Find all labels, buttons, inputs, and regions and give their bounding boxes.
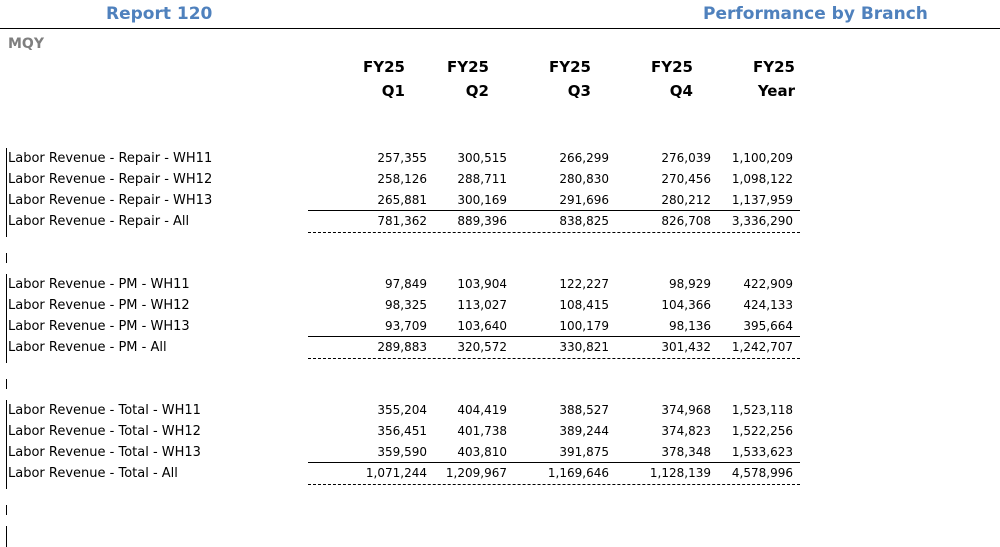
table-cell: 270,456	[661, 172, 711, 186]
table-cell: 374,968	[661, 403, 711, 417]
total-cell: 838,825	[559, 214, 609, 228]
table-cell: 401,738	[457, 424, 507, 438]
total-cell: 4,578,996	[731, 466, 793, 480]
total-cell: 1,071,244	[365, 466, 427, 480]
total-cell: 1,242,707	[731, 340, 793, 354]
table-left-border	[6, 379, 7, 389]
total-double-rule	[308, 484, 800, 485]
column-header-period: Q4	[669, 82, 693, 100]
total-double-rule	[308, 358, 800, 359]
table-cell: 257,355	[377, 151, 427, 165]
table-cell: 389,244	[559, 424, 609, 438]
table-cell: 391,875	[559, 445, 609, 459]
table-cell: 280,212	[661, 193, 711, 207]
table-cell: 300,169	[457, 193, 507, 207]
table-cell: 359,590	[377, 445, 427, 459]
row-label: Labor Revenue - Repair - WH11	[8, 151, 213, 166]
row-label: Labor Revenue - Total - WH11	[8, 403, 201, 418]
total-cell: 301,432	[661, 340, 711, 354]
table-cell: 388,527	[559, 403, 609, 417]
total-double-rule	[308, 232, 800, 233]
table-cell: 404,419	[457, 403, 507, 417]
column-header-fiscal-year: FY25	[363, 58, 405, 76]
table-cell: 266,299	[559, 151, 609, 165]
table-cell: 104,366	[661, 298, 711, 312]
table-left-border	[6, 400, 7, 489]
row-label: Labor Revenue - Total - WH12	[8, 424, 201, 439]
header-divider	[0, 28, 1000, 29]
table-cell: 291,696	[559, 193, 609, 207]
row-label: Labor Revenue - PM - WH13	[8, 319, 190, 334]
column-header-fiscal-year: FY25	[549, 58, 591, 76]
table-cell: 395,664	[743, 319, 793, 333]
row-label: Labor Revenue - PM - WH11	[8, 277, 190, 292]
table-cell: 1,098,122	[731, 172, 793, 186]
table-cell: 403,810	[457, 445, 507, 459]
table-cell: 98,136	[669, 319, 711, 333]
table-cell: 276,039	[661, 151, 711, 165]
table-cell: 356,451	[377, 424, 427, 438]
table-cell: 108,415	[559, 298, 609, 312]
table-cell: 265,881	[377, 193, 427, 207]
table-cell: 122,227	[559, 277, 609, 291]
total-row-label: Labor Revenue - Total - All	[8, 466, 178, 481]
table-cell: 374,823	[661, 424, 711, 438]
table-cell: 100,179	[559, 319, 609, 333]
table-left-border	[6, 526, 7, 547]
table-cell: 98,325	[385, 298, 427, 312]
row-label: Labor Revenue - PM - WH12	[8, 298, 190, 313]
table-cell: 103,904	[457, 277, 507, 291]
total-cell: 320,572	[457, 340, 507, 354]
total-cell: 3,336,290	[731, 214, 793, 228]
table-left-border	[6, 505, 7, 515]
table-cell: 97,849	[385, 277, 427, 291]
report-number: Report 120	[106, 4, 213, 24]
table-cell: 424,133	[743, 298, 793, 312]
total-cell: 889,396	[457, 214, 507, 228]
total-cell: 1,209,967	[445, 466, 507, 480]
table-cell: 288,711	[457, 172, 507, 186]
column-header-period: Q3	[567, 82, 591, 100]
column-header-fiscal-year: FY25	[651, 58, 693, 76]
table-cell: 355,204	[377, 403, 427, 417]
table-cell: 1,523,118	[731, 403, 793, 417]
total-cell: 1,169,646	[547, 466, 609, 480]
table-left-border	[6, 148, 7, 237]
table-cell: 103,640	[457, 319, 507, 333]
total-cell: 330,821	[559, 340, 609, 354]
row-label: Labor Revenue - Repair - WH12	[8, 172, 213, 187]
report-subtitle: MQY	[8, 36, 44, 52]
table-left-border	[6, 274, 7, 363]
total-cell: 1,128,139	[649, 466, 711, 480]
total-row-label: Labor Revenue - Repair - All	[8, 214, 190, 229]
row-label: Labor Revenue - Repair - WH13	[8, 193, 213, 208]
table-cell: 93,709	[385, 319, 427, 333]
table-cell: 1,100,209	[731, 151, 793, 165]
column-header-period: Q2	[465, 82, 489, 100]
table-cell: 1,137,959	[731, 193, 793, 207]
column-header-period: Year	[757, 82, 795, 100]
table-cell: 113,027	[457, 298, 507, 312]
table-cell: 378,348	[661, 445, 711, 459]
table-left-border	[6, 253, 7, 263]
table-cell: 300,515	[457, 151, 507, 165]
table-cell: 98,929	[669, 277, 711, 291]
table-cell: 280,830	[559, 172, 609, 186]
table-cell: 1,533,623	[731, 445, 793, 459]
column-header-fiscal-year: FY25	[447, 58, 489, 76]
report-title: Performance by Branch	[703, 4, 928, 24]
total-cell: 781,362	[377, 214, 427, 228]
total-cell: 826,708	[661, 214, 711, 228]
table-cell: 1,522,256	[731, 424, 793, 438]
column-header-period: Q1	[381, 82, 405, 100]
total-row-label: Labor Revenue - PM - All	[8, 340, 167, 355]
table-cell: 258,126	[377, 172, 427, 186]
row-label: Labor Revenue - Total - WH13	[8, 445, 201, 460]
column-header-fiscal-year: FY25	[753, 58, 795, 76]
table-cell: 422,909	[743, 277, 793, 291]
total-cell: 289,883	[377, 340, 427, 354]
